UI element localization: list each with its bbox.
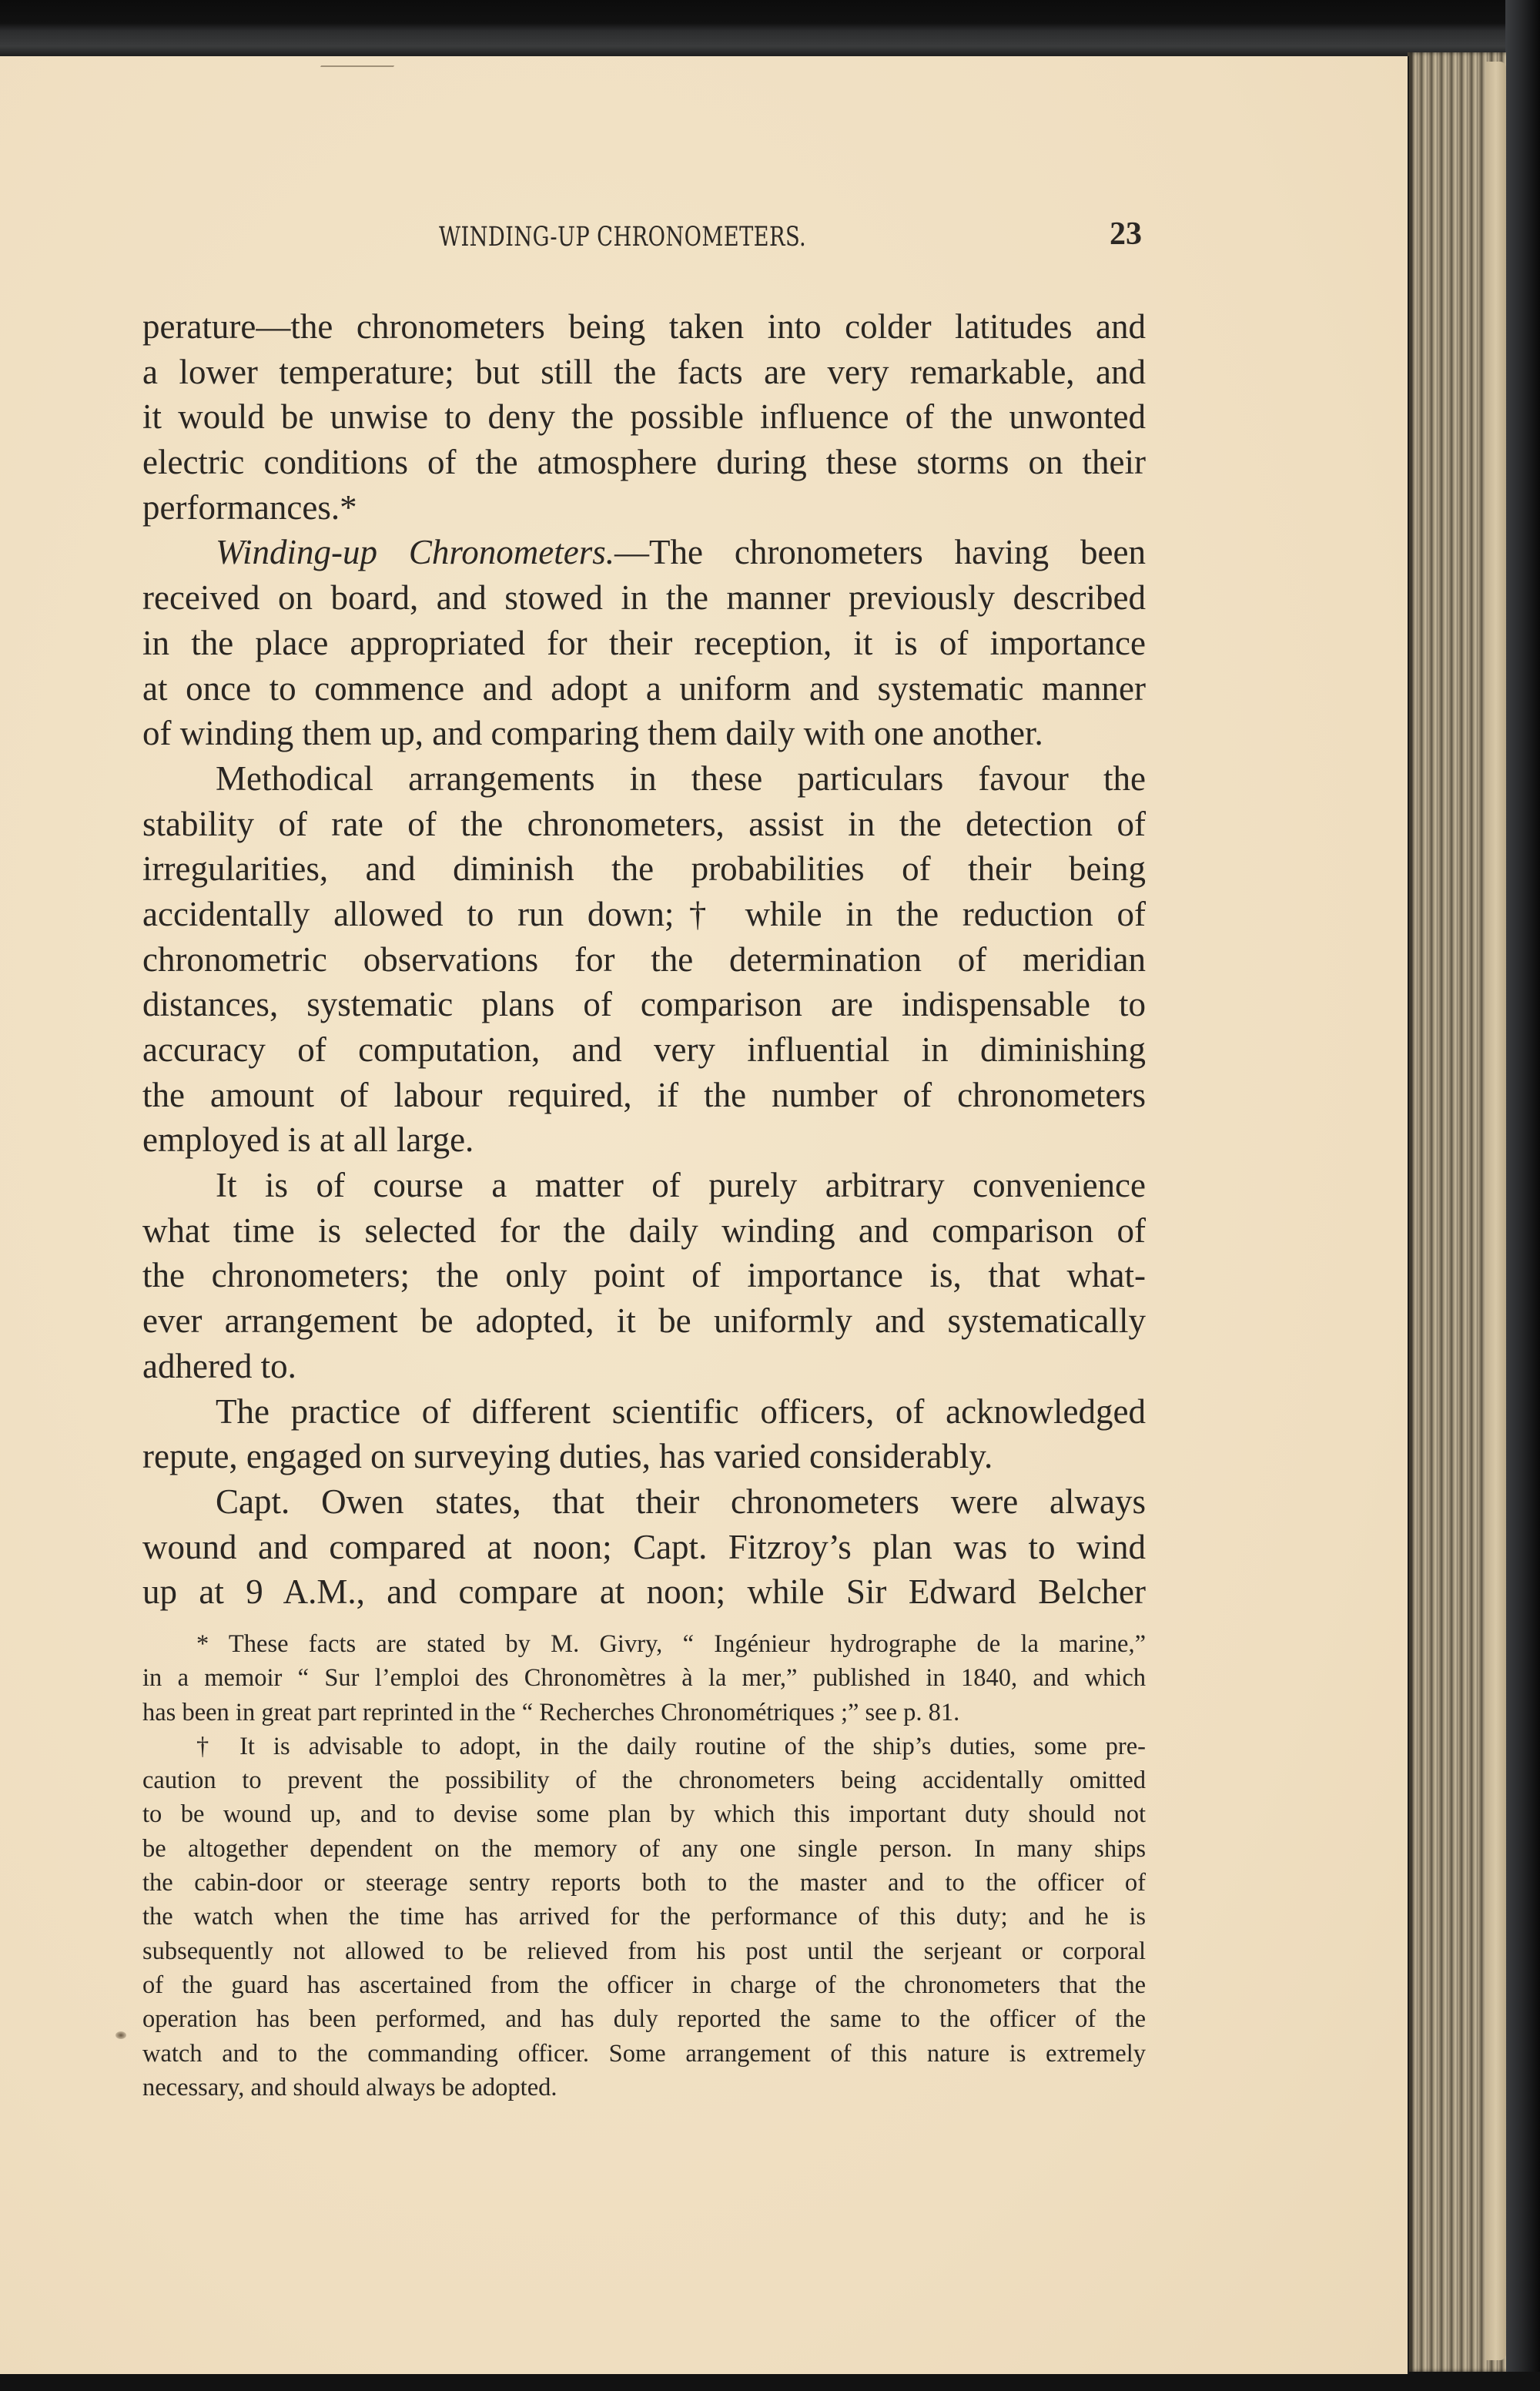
body-line-text: The practice of different scientific officers, of acknowledged: [216, 1391, 1146, 1431]
body-line: [142, 1117, 1146, 1163]
body-line-text: Capt. Owen states, that their chronometers were always: [216, 1482, 1146, 1521]
body-line: [142, 756, 1146, 802]
body-line: [142, 440, 1146, 485]
running-title: WINDING-UP CHRONOMETERS.: [439, 222, 807, 253]
body-line-text: distances, systematic plans of comparison are indispensable to: [142, 985, 1146, 1024]
body-line: [142, 1298, 1146, 1344]
page-number: 23: [1110, 216, 1142, 252]
body-line-text: Methodical arrangements in these particulars favour the: [216, 758, 1146, 798]
body-line: [142, 1525, 1146, 1570]
body-line-text: —The chronometers having been: [614, 533, 1146, 572]
book-cover-right: [1505, 0, 1540, 2391]
body-line-text: employed is at all large.: [142, 1120, 474, 1160]
body-line: [142, 1434, 1146, 1479]
body-line-text: the chronometers; the only point of importance is, that what-: [142, 1256, 1146, 1295]
body-text: [142, 304, 1146, 1615]
body-line-text: at once to commence and adopt a uniform and systematic manner: [142, 668, 1146, 708]
body-line-text: electric conditions of the atmosphere during these storms on their: [142, 443, 1146, 482]
body-line: [142, 937, 1146, 983]
body-line: [142, 1389, 1146, 1435]
footnote-line: necessary, and should always be adopted.: [142, 2073, 557, 2101]
body-line-text: It is of course a matter of purely arbitrary convenience: [216, 1166, 1146, 1205]
footnote-line: be altogether dependent on the memory of any one single person. In many ships: [142, 1834, 1146, 1863]
footnote-line: subsequently not allowed to be relieved from his post until the serjeant or corporal: [142, 1937, 1146, 1965]
page-tear-mark: [320, 56, 400, 67]
body-line: [142, 394, 1146, 440]
page-edges: [1408, 52, 1506, 2372]
footnote-line: watch and to the commanding officer. Some arrangement of this nature is extremely: [142, 2039, 1146, 2068]
body-line-text: the amount of labour required, if the number of chronometers: [142, 1075, 1146, 1114]
body-line: [142, 1163, 1146, 1208]
body-line: [142, 530, 1146, 575]
footnote-line: in a memoir “ Sur l’emploi des Chronomètres à la mer,” published in 1840, and which: [142, 1664, 1146, 1693]
body-line: [142, 1253, 1146, 1298]
body-line: [142, 304, 1146, 350]
running-head: [142, 216, 1146, 253]
body-line: [142, 982, 1146, 1027]
footnote-line: operation has been performed, and has duly reported the same to the officer of the: [142, 2005, 1146, 2034]
body-line-text: accuracy of computation, and very influential in diminishing: [142, 1030, 1146, 1069]
body-line-text: in the place appropriated for their reception, it is of importance: [142, 623, 1146, 662]
body-line-text: performances.*: [142, 487, 357, 527]
footnote-line: to be wound up, and to devise some plan by which this important duty should not: [142, 1800, 1146, 1829]
body-line-text: adhered to.: [142, 1346, 296, 1385]
body-line: [142, 846, 1146, 892]
body-line: [142, 575, 1146, 621]
body-line-text: received on board, and stowed in the manner previously described: [142, 578, 1146, 618]
section-heading-italic: Winding-up Chronometers.: [216, 533, 614, 572]
body-line: [142, 485, 1146, 531]
book-cover-top: [0, 0, 1540, 58]
body-line: [142, 892, 1146, 937]
ink-smudge: [116, 2031, 126, 2039]
body-line: [142, 1208, 1146, 1254]
body-line-text: a lower temperature; but still the facts are very remarkable, and: [142, 352, 1146, 391]
body-line-text: chronometric observations for the determination of meridian: [142, 939, 1146, 979]
body-line: [142, 802, 1146, 847]
footnote-line: caution to prevent the possibility of the chronometers being accidentally omitted: [142, 1766, 1146, 1795]
footnotes: [142, 1627, 1146, 2105]
body-line: [142, 1073, 1146, 1118]
body-line: [142, 1479, 1146, 1525]
body-line-text: what time is selected for the daily winding and comparison of: [142, 1211, 1146, 1250]
footnote-line: the watch when the time has arrived for the performance of this duty; and he is: [142, 1903, 1146, 1931]
body-line: [142, 1027, 1146, 1073]
body-line: [142, 350, 1146, 395]
body-line-text: accidentally allowed to run down;† while in the reduction of: [142, 894, 1146, 933]
book-page: [0, 56, 1409, 2374]
body-line-text: repute, engaged on surveying duties, has varied considerably.: [142, 1437, 993, 1476]
body-line-text: stability of rate of the chronometers, assist in the detection of: [142, 804, 1146, 843]
body-line-text: it would be unwise to deny the possible influence of the unwonted: [142, 397, 1146, 437]
footnote-line: the cabin-door or steerage sentry reports both to the master and to the officer of: [142, 1869, 1146, 1897]
body-line-text: perature—the chronometers being taken into colder latitudes and: [142, 307, 1146, 346]
body-line: [142, 1569, 1146, 1615]
body-line: [142, 1344, 1146, 1389]
footnote-line: has been in great part reprinted in the “ Recherches Chronométriques ;” see p. 81.: [142, 1698, 960, 1726]
footnote-line: of the guard has ascertained from the officer in charge of the chronometers that the: [142, 1971, 1146, 1999]
body-line: [142, 666, 1146, 712]
footnote-line: * These facts are stated by M. Givry, “ Ingénieur hydrographe de la marine,”: [196, 1630, 1146, 1658]
footnote-line: † It is advisable to adopt, in the daily routine of the ship’s duties, some pre-: [196, 1732, 1146, 1760]
body-line-text: wound and compared at noon; Capt. Fitzroy’s plan was to wind: [142, 1527, 1146, 1566]
body-line: [142, 711, 1146, 756]
body-line-text: up at 9 A.M., and compare at noon; while Sir Edward Belcher: [142, 1572, 1146, 1612]
body-line-text: irregularities, and diminish the probabilities of their being: [142, 849, 1146, 889]
book-cover-bottom: [0, 2372, 1540, 2391]
body-line: [142, 621, 1146, 666]
body-line-text: ever arrangement be adopted, it be uniformly and systematically: [142, 1301, 1146, 1341]
body-line-text: of winding them up, and comparing them daily with one another.: [142, 714, 1043, 753]
